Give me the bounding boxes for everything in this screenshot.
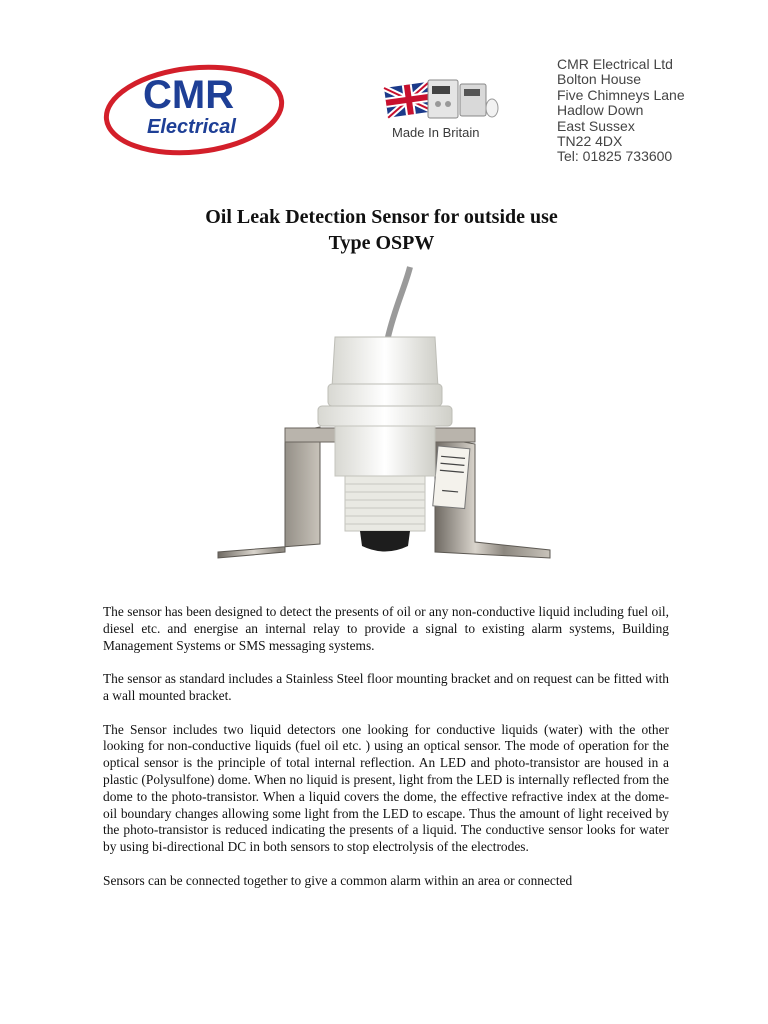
address-line: Five Chimneys Lane: [557, 86, 685, 103]
title-line: Type OSPW: [328, 232, 435, 254]
sensor-cable: [388, 267, 410, 337]
sensor-product-image: [210, 262, 560, 572]
sensor-thread: [345, 476, 425, 531]
device-icon: [428, 80, 498, 118]
union-flag-icon: [384, 82, 434, 118]
made-in-britain-label: Made In Britain: [392, 125, 480, 140]
bracket-label: [433, 446, 470, 509]
address-phone: Tel: 01825 733600: [557, 148, 673, 165]
body-paragraph: The sensor has been designed to detect the presents of oil or any non-conductive liquid including fuel oil, diesel etc. and energise an internal relay to provide a signal to existing alarm systems, Building Management Systems or SMS messaging systems.: [103, 604, 669, 653]
address-line: Hadlow Down: [557, 102, 644, 119]
address-line: East Sussex: [557, 117, 635, 134]
sensor-hex-cap: [332, 337, 438, 387]
cmr-electrical-logo: [103, 64, 285, 156]
title-line: Oil Leak Detection Sensor for outside use: [205, 206, 558, 228]
logo-sub-text: Electrical: [147, 116, 236, 138]
address-line: Bolton House: [557, 71, 642, 88]
address-line: TN22 4DX: [557, 133, 623, 150]
body-paragraph: The Sensor includes two liquid detectors one looking for conductive liquids (water) with the other looking for non-conductive liquids (fuel oil etc. ) using an optical sensor. The mode of operation for the optical sensor is the principle of total internal reflection. An LED and photo-transistor are housed in a plastic (Polysulfone) dome. When no liquid is present, light from the LED is internally reflected from the dome to the photo-transistor. When a liquid covers the dome, the effective refractive index at the dome-oil boundary changes allowing some light from the LED to escape. Thus the amount of light received by the photo-transistor is reduced indicating the presents of a liquid. The conductive sensor looks for water by using bi-directional DC in both sensors to stop electrolysis of the electrodes.: [103, 721, 669, 855]
logo-brand-text: CMR: [143, 73, 235, 117]
sensor-body: [335, 426, 435, 476]
company-address: [557, 57, 685, 165]
body-paragraph: Sensors can be connected together to give a common alarm within an area or connected: [103, 872, 573, 888]
document-title: [0, 204, 768, 256]
document-body: [103, 604, 669, 906]
body-paragraph: The sensor as standard includes a Stainless Steel floor mounting bracket and on request can be fitted with a wall mounted bracket.: [103, 671, 669, 703]
bracket-left: [218, 427, 320, 558]
address-line: CMR Electrical Ltd: [557, 56, 673, 72]
sensor-collar: [328, 384, 442, 406]
